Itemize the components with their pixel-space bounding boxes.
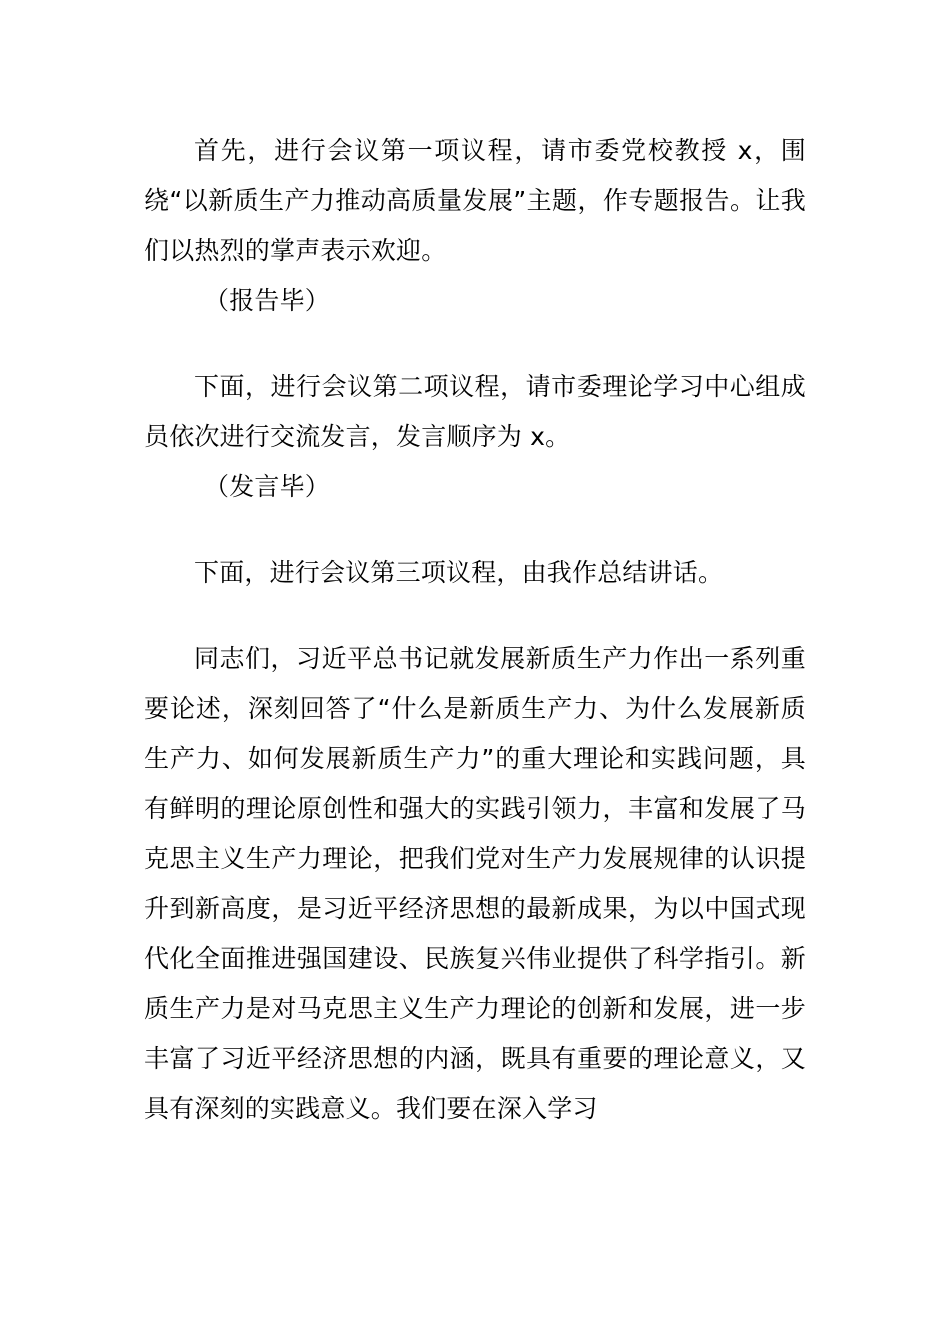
paragraph-agenda-two: 下面，进行会议第二项议程，请市委理论学习中心组成员依次进行交流发言，发言顺序为 x。	[144, 372, 806, 451]
paragraph-agenda-one: 首先，进行会议第一项议程，请市委党校教授 x，围绕“以新质生产力推动高质量发展”主题，作专题报告。让我们以热烈的掌声表示欢迎。	[144, 136, 806, 265]
paragraph-speech-end: （发言毕）	[204, 472, 331, 501]
paragraph-agenda-three: 下面，进行会议第三项议程，由我作总结讲话。	[194, 558, 724, 587]
paragraph-summary-speech: 同志们，习近平总书记就发展新质生产力作出一系列重要论述，深刻回答了“什么是新质生产力、为什么发展新质生产力、如何发展新质生产力”的重大理论和实践问题，具有鲜明的理论原创性和强大的实践引领力，丰富和发展了马克思主义生产力理论，把我们党对生产力发展规律的认识提升到新高度，是习近平经济思想的最新成果，为以中国式现代化全面推进强国建设、民族复兴伟业提供了科学指引。新质生产力是对马克思主义生产力理论的创新和发展，进一步丰富了习近平经济思想的内涵，既具有重要的理论意义，又具有深刻的实践意义。我们要在深入学习	[144, 644, 806, 1123]
paragraph-report-end: （报告毕）	[204, 286, 331, 315]
document-body	[144, 126, 806, 1134]
